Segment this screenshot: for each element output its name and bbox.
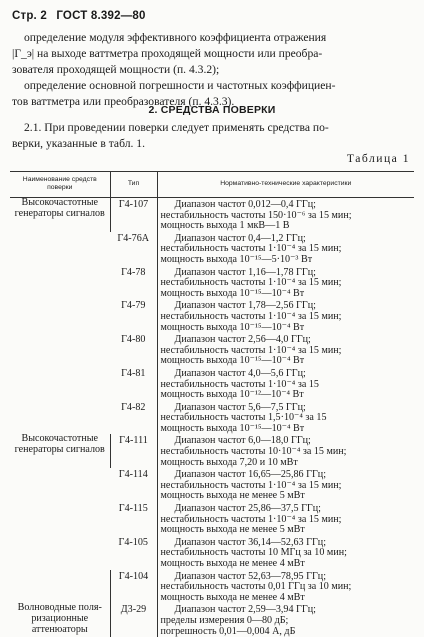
characteristic-line: Диапазон частот 5,6—7,5 ГГц; bbox=[174, 401, 306, 413]
intro-item-reflection bbox=[12, 30, 414, 78]
page-label: Стр. 2 bbox=[12, 10, 47, 22]
characteristic-line: нестабильность частоты 1·10⁻⁴ за 15 мин; bbox=[160, 243, 342, 255]
instrument-group-name: Высокочастотные генераторы сигналов bbox=[14, 433, 105, 456]
characteristic-line: нестабильность частоты 1·10⁻⁴ за 15 bbox=[160, 378, 319, 390]
characteristic-line: мощность выхода 10⁻¹⁵—10⁻⁴ Вт bbox=[160, 355, 305, 367]
instrument-group-empty bbox=[10, 570, 110, 604]
instrument-characteristics bbox=[157, 401, 414, 435]
instrument-characteristics bbox=[157, 299, 414, 333]
instrument-characteristics bbox=[157, 367, 414, 401]
characteristic-line: Диапазон частот 2,59—3,94 ГГц; bbox=[174, 604, 316, 616]
instrument-group-name: Волноводные поля- ризационные аттенюаторы bbox=[17, 602, 102, 635]
characteristic-line: нестабильность частоты 1·10⁻⁴ за 15 мин; bbox=[160, 479, 342, 491]
instrument-characteristics bbox=[157, 468, 414, 502]
text-line: |Г_э| на выходе ваттметра проходящей мощности или преобра- bbox=[12, 47, 323, 60]
characteristic-line: нестабильность частоты 1·10⁻⁴ за 15 мин; bbox=[160, 513, 342, 525]
instrument-characteristics bbox=[157, 198, 414, 232]
instrument-type: Д3-29 bbox=[110, 603, 157, 637]
instrument-characteristics bbox=[157, 536, 414, 570]
instrument-type: Г4-82 bbox=[121, 401, 146, 413]
instrument-characteristics bbox=[157, 502, 414, 536]
instrument-characteristics bbox=[157, 232, 414, 266]
verification-means-table bbox=[10, 171, 414, 637]
characteristic-line: Диапазон частот 0,4—1,2 ГГц; bbox=[174, 232, 306, 244]
instrument-type: Г4-80 bbox=[121, 334, 146, 346]
characteristic-line: нестабильность частоты 1,5·10⁻⁴ за 15 bbox=[160, 412, 327, 424]
text-line: 2.1. При проведении поверки следует применять средства по- bbox=[24, 121, 329, 134]
header-characteristics: Нормативно-технические характеристики bbox=[157, 172, 414, 198]
characteristic-line: мощность выхода не менее 5 мВт bbox=[160, 490, 305, 502]
text-line: зователя проходящей мощности (п. 4.3.2); bbox=[12, 63, 220, 76]
section-title: 2. СРЕДСТВА ПОВЕРКИ bbox=[148, 104, 276, 116]
characteristic-line: мощность выхода не менее 5 мВт bbox=[160, 524, 305, 536]
characteristic-line: мощность выхода 10⁻¹⁵—10⁻⁴ Вт bbox=[160, 422, 305, 434]
characteristic-line: Диапазон частот 1,16—1,78 ГГц; bbox=[174, 266, 316, 278]
paragraph-2-1 bbox=[12, 120, 414, 152]
characteristic-line: мощность выхода не менее 4 мВт bbox=[160, 591, 305, 603]
characteristic-line: мощность выхода 7,20 и 10 мВт bbox=[160, 456, 298, 468]
characteristic-line: нестабильность частоты 10 МГц за 10 мин; bbox=[160, 547, 347, 559]
characteristic-line: Диапазон частот 16,65—25,86 ГГц; bbox=[174, 469, 326, 481]
characteristic-line: Диапазон частот 6,0—18,0 ГГц; bbox=[174, 435, 311, 447]
characteristic-line: мощность выхода 10⁻¹⁵—10⁻⁴ Вт bbox=[160, 287, 305, 299]
text-line: определение основной погрешности и частотных коэффициен- bbox=[24, 79, 336, 92]
characteristic-line: нестабильность частоты 150·10⁻⁶ за 15 мин; bbox=[160, 209, 352, 221]
header-type: Тип bbox=[110, 172, 157, 198]
characteristic-line: нестабильность частоты 1·10⁻⁴ за 15 мин; bbox=[160, 310, 342, 322]
characteristic-line: мощность выхода 10⁻¹⁵—5·10⁻³ Вт bbox=[160, 253, 313, 265]
standard-number: ГОСТ 8.392—80 bbox=[56, 10, 146, 22]
instrument-type: Г4-78 bbox=[121, 266, 146, 278]
text-line: верки, указанные в табл. 1. bbox=[12, 137, 145, 150]
characteristic-line: нестабильность частоты 0,01 ГГц за 10 мин; bbox=[160, 581, 352, 593]
instrument-type: Г4-104 bbox=[110, 570, 157, 604]
page-header bbox=[12, 10, 152, 22]
characteristic-line: Диапазон частот 0,012—0,4 ГГц; bbox=[174, 199, 316, 210]
table-caption: Таблица 1 bbox=[346, 152, 410, 165]
instrument-characteristics bbox=[157, 603, 414, 637]
table-row bbox=[10, 570, 414, 604]
characteristic-line: погрешность 0,01—0,004 А, дБ bbox=[160, 625, 296, 637]
instrument-type: Г4-111 bbox=[110, 434, 157, 468]
characteristic-line: пределы измерения 0—80 дБ; bbox=[160, 614, 289, 626]
characteristic-line: Диапазон частот 25,86—37,5 ГГц; bbox=[174, 503, 321, 515]
characteristic-line: Диапазон частот 1,78—2,56 ГГц; bbox=[174, 300, 316, 312]
table-row bbox=[10, 434, 414, 468]
instrument-type: Г4-115 bbox=[118, 503, 148, 515]
instrument-type: Г4-105 bbox=[118, 536, 148, 548]
characteristic-line: мощность выхода 10⁻¹⁵—10⁻⁴ Вт bbox=[160, 321, 305, 333]
text-line: определение модуля эффективного коэффициента отражения bbox=[24, 31, 327, 44]
characteristic-line: нестабильность частоты 10·10⁻⁴ за 15 мин; bbox=[160, 446, 347, 458]
characteristic-line: Диапазон частот 36,14—52,63 ГГц; bbox=[174, 536, 326, 548]
table-row bbox=[10, 198, 414, 232]
characteristic-line: нестабильность частоты 1·10⁻⁴ за 15 мин; bbox=[160, 344, 342, 356]
instrument-group-name: Высокочастотные генераторы сигналов bbox=[14, 197, 105, 219]
instrument-characteristics bbox=[157, 333, 414, 367]
characteristic-line: мощность выхода 1 мкВ—1 В bbox=[160, 220, 290, 232]
instrument-type: Г4-81 bbox=[121, 367, 146, 379]
instrument-characteristics bbox=[157, 266, 414, 300]
table-row bbox=[10, 603, 414, 637]
characteristic-line: Диапазон частот 4,0—5,6 ГГц; bbox=[174, 367, 306, 379]
instrument-type: Г4-107 bbox=[110, 198, 157, 232]
instrument-type: Г4-79 bbox=[121, 300, 146, 312]
header-name: Наименование средств поверки bbox=[10, 172, 110, 198]
table-header-row bbox=[10, 172, 414, 198]
characteristic-line: мощность выхода 10⁻¹²—10⁻⁴ Вт bbox=[160, 389, 304, 401]
instrument-type: Г4-76А bbox=[117, 232, 150, 244]
characteristic-line: мощность выхода не менее 4 мВт bbox=[160, 558, 305, 569]
characteristic-line: Диапазон частот 52,63—78,95 ГГц; bbox=[174, 570, 326, 582]
characteristic-line: нестабильность частоты 1·10⁻⁴ за 15 мин; bbox=[160, 277, 342, 289]
characteristic-line: Диапазон частот 2,56—4,0 ГГц; bbox=[174, 334, 311, 346]
instrument-characteristics bbox=[157, 570, 414, 604]
text-line: тов ваттметра или преобразователя (п. 4.3.3). bbox=[12, 95, 235, 108]
instrument-characteristics bbox=[157, 434, 414, 468]
instrument-type: Г4-114 bbox=[118, 469, 148, 481]
